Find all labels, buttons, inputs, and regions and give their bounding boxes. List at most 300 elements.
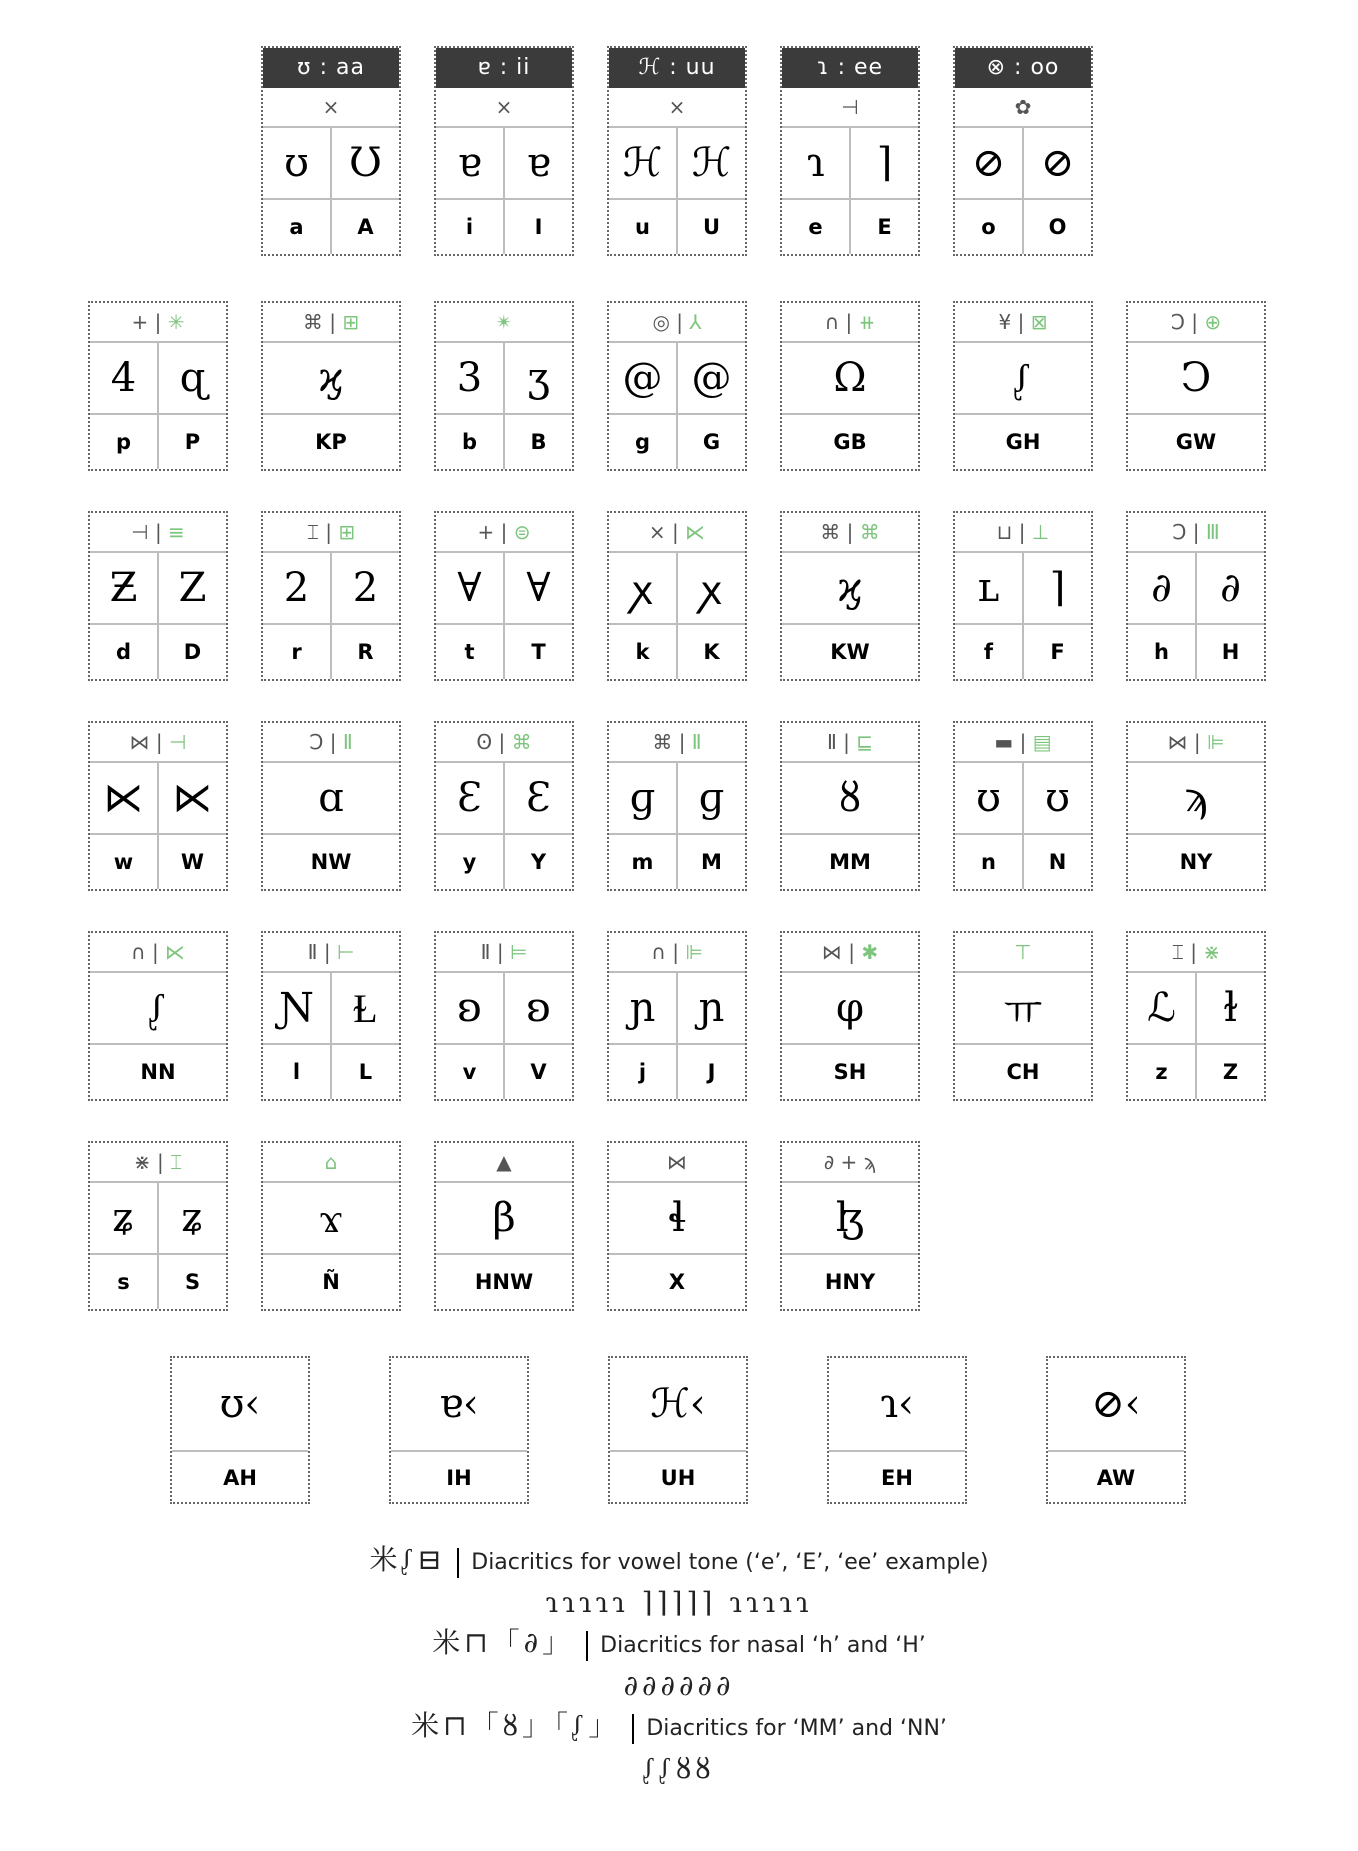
consonant-card-glyphs [1128,343,1264,415]
vowel-card-glyphs [436,128,572,200]
mark-primary: ⋈ [129,730,150,754]
glyph-cell: ʊ [976,775,1001,821]
glyph-cell: ℋ [622,140,663,186]
mark-separator: | [323,730,343,754]
glyph-cell: ∀ [457,565,482,611]
consonant-card-glyphs [955,343,1091,415]
glyph-cell: Ɛ [503,763,572,833]
mark-primary: × [648,520,666,544]
mark-secondary: ⊤ [1014,940,1032,964]
vowel-card-glyphs [263,128,399,200]
consonant-card-marks [90,933,226,973]
mark-secondary: ⅄ [689,310,702,334]
mark-primary: ⋈ [667,1150,687,1174]
consonant-card-labels [436,625,572,679]
consonant-card-glyphs [263,343,399,415]
mark-secondary: ⊞ [342,310,360,334]
vowel-card-mark: × [609,88,745,128]
long-vowel-card [827,1356,967,1504]
mark-secondary: ⌘ [859,520,880,544]
consonant-card-marks [90,303,226,343]
consonant-card-glyphs [782,343,918,415]
consonant-card-glyphs [436,973,572,1045]
mark-secondary: ⋉ [165,940,186,964]
glyph-cell: ʊ [284,140,309,186]
consonant-card [88,511,228,681]
mark-separator: | [665,940,686,964]
vowel-card-labels [955,200,1091,254]
label-cell: B [503,415,572,469]
mark-primary: ∩ [824,310,840,334]
mark-primary: Ͻ [1172,520,1187,544]
label-cell: F [1022,625,1091,679]
mark-primary: + [477,520,495,544]
mark-secondary: ⋇ [1203,940,1221,964]
long-vowel-label: IH [446,1466,472,1490]
consonant-card [780,931,920,1101]
consonant-card-marks [263,1143,399,1183]
consonant-card-marks [609,513,745,553]
mark-primary: ∩ [130,940,146,964]
long-vowel-label: EH [881,1466,913,1490]
mark-primary: ⌶ [1171,940,1184,964]
glyph-cell: ʒ [503,343,572,413]
consonant-card [953,931,1093,1101]
note-line-2 [0,1623,1358,1666]
glyph-cell: @ [676,343,745,413]
consonant-card-marks [609,1143,745,1183]
glyph-cell: Ɛ [457,775,482,821]
consonant-card [434,931,574,1101]
consonant-card-labels [90,835,226,889]
consonant-card [88,721,228,891]
label-cell: a [289,215,304,239]
label-cell: GB [833,430,867,454]
mark-separator: | [318,520,339,544]
consonant-card [434,1141,574,1311]
long-vowel-glyph: ɐ‹ [391,1358,527,1452]
long-vowel-label: AW [1096,1466,1136,1490]
consonant-card-labels [609,415,745,469]
consonant-card-marks [436,723,572,763]
consonant-card-labels [782,415,918,469]
label-cell: W [157,835,226,889]
glyph-cell: ϫ [319,1195,343,1242]
consonant-card [1126,931,1266,1101]
consonant-card [607,931,747,1101]
mark-primary: Ꙩ [476,730,493,754]
glyph-cell: ϗ [837,565,863,611]
mark-secondary: ⊞ [338,520,356,544]
consonant-card-marks [955,513,1091,553]
consonant-card-labels [1128,1045,1264,1099]
long-vowel-glyph: ⊘‹ [1048,1358,1184,1452]
consonant-card-glyphs [609,763,745,835]
consonant-card-marks [609,723,745,763]
consonant-card-labels [609,1255,745,1309]
note-glyphs-2: 米⊓「∂」 [432,1626,575,1659]
vowel-card-header: ɿ : ee [782,48,918,88]
glyph-cell: ʚ [503,973,572,1043]
consonant-card-labels [955,835,1091,889]
vowel-card-labels [263,200,399,254]
glyph-cell: 3 [456,355,483,401]
consonant-card [780,301,920,471]
consonant-card [434,301,574,471]
glyph-cell: ℒ [1147,985,1176,1031]
mark-primary: ⋈ [821,940,842,964]
mark-secondary: ⊑ [856,730,874,754]
consonant-card-labels [609,835,745,889]
mark-separator: | [492,730,512,754]
consonant-card [88,931,228,1101]
consonant-card-marks [609,933,745,973]
consonant-card-labels [263,625,399,679]
label-cell: X [668,1270,686,1294]
label-cell: P [157,415,226,469]
consonant-card-marks [436,303,572,343]
glyph-cell: β [492,1195,516,1241]
glyph-cell: ʑ [112,1195,135,1241]
consonant-card-glyphs [782,1183,918,1255]
glyph-cell: ɫ [1195,973,1264,1043]
consonant-card-labels [955,415,1091,469]
mark-secondary: ⌶ [170,1150,183,1174]
mark-separator: | [148,520,169,544]
glyph-cell: ℋ [676,128,745,198]
label-cell: z [1155,1060,1168,1084]
mark-separator: | [1012,520,1032,544]
glyph-cell: ㅠ [1003,988,1043,1035]
consonant-card [434,721,574,891]
consonant-card [607,1141,747,1311]
label-cell: e [808,215,823,239]
mark-separator: | [1184,310,1205,334]
consonant-card-marks [90,1143,226,1183]
glyph-cell: ∂ [1195,553,1264,623]
consonant-card-labels [90,415,226,469]
mark-separator: | [672,730,692,754]
glyph-cell: ɲ [676,973,745,1043]
consonant-card-glyphs [609,553,745,625]
consonant-card [1126,301,1266,471]
consonant-card-marks [782,723,918,763]
vowel-card-header: ⊗ : oo [955,48,1091,88]
glyph-cell: Ͻ [1180,355,1212,401]
label-cell: T [503,625,572,679]
label-cell: I [503,200,572,254]
consonant-card-labels [436,1255,572,1309]
consonant-card-labels [955,1045,1091,1099]
glyph-cell: ϡ [1184,775,1208,821]
consonant-card-labels [263,415,399,469]
vowel-card-mark: × [263,88,399,128]
consonant-card-glyphs [436,1183,572,1255]
vowel-card-glyphs [609,128,745,200]
label-cell: b [461,430,478,454]
consonant-card [953,511,1093,681]
label-cell: H [1195,625,1264,679]
note-example-3: ᶘᶘȣȣ [643,1752,715,1785]
consonant-card-labels [263,1045,399,1099]
consonant-card-marks [90,723,226,763]
note-glyphs-3: 米⊓「ȣ」「ᶘ」 [411,1709,621,1742]
note-text-1: Diacritics for vowel tone (‘e’, ‘E’, ‘ee’ example) [471,1550,989,1575]
mark-separator: | [322,310,343,334]
label-cell: L [330,1045,399,1099]
consonant-card-marks [782,513,918,553]
glyph-cell: @ [622,355,663,401]
glyph-cell: ʑ [157,1183,226,1253]
glyph-cell: ɲ [629,985,656,1031]
consonant-card-marks [782,933,918,973]
label-cell: A [330,200,399,254]
consonant-card [261,301,401,471]
glyph-cell: ɿ [806,140,825,186]
label-cell: u [635,215,650,239]
long-vowel-label: AH [223,1466,257,1490]
consonant-card-marks [1128,723,1264,763]
glyph-cell: ∂ [1151,565,1172,611]
label-cell: J [676,1045,745,1099]
consonant-card-marks [263,513,399,553]
consonant-card-glyphs [90,1183,226,1255]
consonant-card-glyphs [609,973,745,1045]
consonant-card-glyphs [1128,973,1264,1045]
mark-primary: ⌘ [820,520,841,544]
glyph-cell: ʚ [457,985,482,1031]
mark-secondary: ✳ [167,310,185,334]
note-text-3: Diacritics for ‘MM’ and ‘NN’ [646,1716,947,1741]
mark-separator: | [840,520,860,544]
glyph-cell: ɑ [318,775,344,821]
glyph-cell: Ʊ [330,128,399,198]
consonant-card-labels [436,835,572,889]
vowel-card-labels [436,200,572,254]
glyph-cell: ɮ [835,1195,865,1241]
label-cell: U [676,200,745,254]
label-cell: E [849,200,918,254]
mark-primary: ∩ [651,940,666,964]
mark-secondary: ▤ [1032,730,1052,754]
mark-secondary: ⊢ [336,940,355,964]
consonant-card [607,511,747,681]
label-cell: O [1022,200,1091,254]
consonant-card-glyphs [263,553,399,625]
mark-primary: Ͻ [1170,310,1185,334]
consonant-card-glyphs [90,763,226,835]
label-cell: p [115,430,132,454]
consonant-card-marks [609,303,745,343]
glyph-cell: ⋉ [157,763,226,833]
mark-secondary: ⊫ [1207,730,1225,754]
consonant-card-glyphs [609,343,745,415]
glyph-cell: ɐ [457,140,482,186]
mark-secondary: ⊨ [509,940,528,964]
consonant-card-labels [90,1045,226,1099]
consonant-card [88,301,228,471]
mark-separator: | [148,310,168,334]
vowel-card-mark: ⊣ [782,88,918,128]
consonant-card-labels [609,625,745,679]
consonant-card-glyphs [436,553,572,625]
glyph-cell: ʊ [1022,763,1091,833]
consonant-card-labels [1128,625,1264,679]
consonant-card [261,931,401,1101]
consonant-card [261,511,401,681]
label-cell: NY [1179,850,1213,874]
consonant-card-glyphs [436,763,572,835]
glyph-cell: Ω [833,355,867,401]
label-cell: d [115,640,132,664]
consonant-card-glyphs [1128,553,1264,625]
glyph-cell: φ [835,985,864,1031]
label-cell: NN [140,1060,176,1084]
glyph-cell: ɬ [667,1195,687,1241]
consonant-card-marks [263,723,399,763]
consonant-card-marks [782,303,918,343]
long-vowel-card [170,1356,310,1504]
consonant-card-labels [263,1255,399,1309]
label-cell: V [503,1045,572,1099]
label-cell: Z [1195,1045,1264,1099]
long-vowel-glyph: ɿ‹ [829,1358,965,1452]
consonant-card-glyphs [263,973,399,1045]
mark-secondary: Ⅱ [691,730,702,754]
mark-primary: ◎ [652,310,670,334]
label-cell: k [635,640,650,664]
glyph-cell: ɡ [676,763,745,833]
mark-separator: | [494,520,514,544]
consonant-card [434,511,574,681]
label-cell: y [462,850,477,874]
consonant-card-marks [955,303,1091,343]
vowel-card [780,46,920,256]
mark-primary: ⊣ [131,520,149,544]
note-line-3 [0,1706,1358,1749]
mark-separator: | [1187,730,1208,754]
consonant-card [780,721,920,891]
mark-primary: Ⅱ [480,940,491,964]
glyph-cell: Ƶ [109,565,138,611]
note-example-1: ɿɿɿɿɿ ⌉⌉⌉⌉⌉ ɿɿɿɿɿ [545,1586,813,1619]
label-cell: D [157,625,226,679]
vowel-card [434,46,574,256]
consonant-card-glyphs [782,763,918,835]
consonant-card-marks [436,933,572,973]
consonant-card [261,721,401,891]
mark-secondary: ⋉ [685,520,706,544]
vowel-card-labels [782,200,918,254]
vowel-card-glyphs [955,128,1091,200]
glyph-cell: ȣ [838,775,862,821]
mark-secondary: Ⅱ [342,730,353,754]
glyph-cell: ʟ [977,565,1000,611]
mark-separator: | [490,940,510,964]
glyph-cell: ꭗ [676,553,745,623]
consonant-card-marks [955,933,1091,973]
consonant-card-labels [782,1045,918,1099]
mark-primary: ⌶ [306,520,319,544]
consonant-card-labels [955,625,1091,679]
mark-separator: | [1186,520,1206,544]
label-cell: R [330,625,399,679]
vowel-card-mark: × [436,88,572,128]
consonant-card-glyphs [609,1183,745,1255]
label-cell: KP [315,430,347,454]
mark-separator: | [836,730,857,754]
consonant-card-labels [436,415,572,469]
note-line-1 [0,1540,1358,1583]
consonant-card-labels [1128,835,1264,889]
label-cell: j [638,1060,647,1084]
label-cell: K [676,625,745,679]
glyph-cell: ⌉ [849,128,918,198]
mark-secondary: ⊫ [685,940,703,964]
mark-primary: ⌘ [302,310,323,334]
label-cell: S [157,1255,226,1309]
consonant-card-glyphs [90,973,226,1045]
label-cell: i [465,215,474,239]
glyph-cell: ꭗ [631,567,654,614]
consonant-card-glyphs [955,973,1091,1045]
mark-primary: ▲ [496,1150,512,1174]
mark-separator: | [149,730,170,754]
consonant-card-labels [90,1255,226,1309]
note-glyphs-1: 米ᶘ⊟ [369,1543,446,1576]
vowel-card [607,46,747,256]
label-cell: g [634,430,651,454]
consonant-card [261,1141,401,1311]
note-text-2: Diacritics for nasal ‘h’ and ‘H’ [600,1633,926,1658]
vowel-card-glyphs [782,128,918,200]
label-cell: NW [310,850,352,874]
vowel-card [261,46,401,256]
consonant-card-glyphs [782,553,918,625]
mark-separator: | [841,940,862,964]
glyph-cell: ᶘ [149,985,167,1032]
mark-separator: | [1013,730,1033,754]
mark-secondary: ⊥ [1031,520,1050,544]
consonant-card-marks [955,723,1091,763]
consonant-card-marks [1128,513,1264,553]
vowel-card [953,46,1093,256]
label-cell: Y [503,835,572,889]
long-vowel-card [389,1356,529,1504]
mark-primary: ⋇ [133,1150,151,1174]
consonant-card-glyphs [782,973,918,1045]
mark-primary: ▬ [994,730,1014,754]
label-cell: GH [1005,430,1041,454]
label-cell: GW [1175,430,1217,454]
consonant-card-glyphs [955,553,1091,625]
label-cell: w [113,850,134,874]
mark-secondary: ⧺ [858,310,876,334]
label-cell: h [1154,640,1169,664]
consonant-card-labels [1128,415,1264,469]
consonant-card-labels [436,1045,572,1099]
vowel-card-mark: ✿ [955,88,1091,128]
consonant-card [88,1141,228,1311]
glyph-cell: 2 [283,565,310,611]
consonant-card-glyphs [263,763,399,835]
mark-separator: | [317,940,337,964]
mark-separator: | [145,940,166,964]
consonant-card [953,301,1093,471]
note-example-2: ∂∂∂∂∂∂ [623,1669,735,1702]
mark-primary: Ⅱ [307,940,318,964]
consonant-card-marks [436,513,572,553]
